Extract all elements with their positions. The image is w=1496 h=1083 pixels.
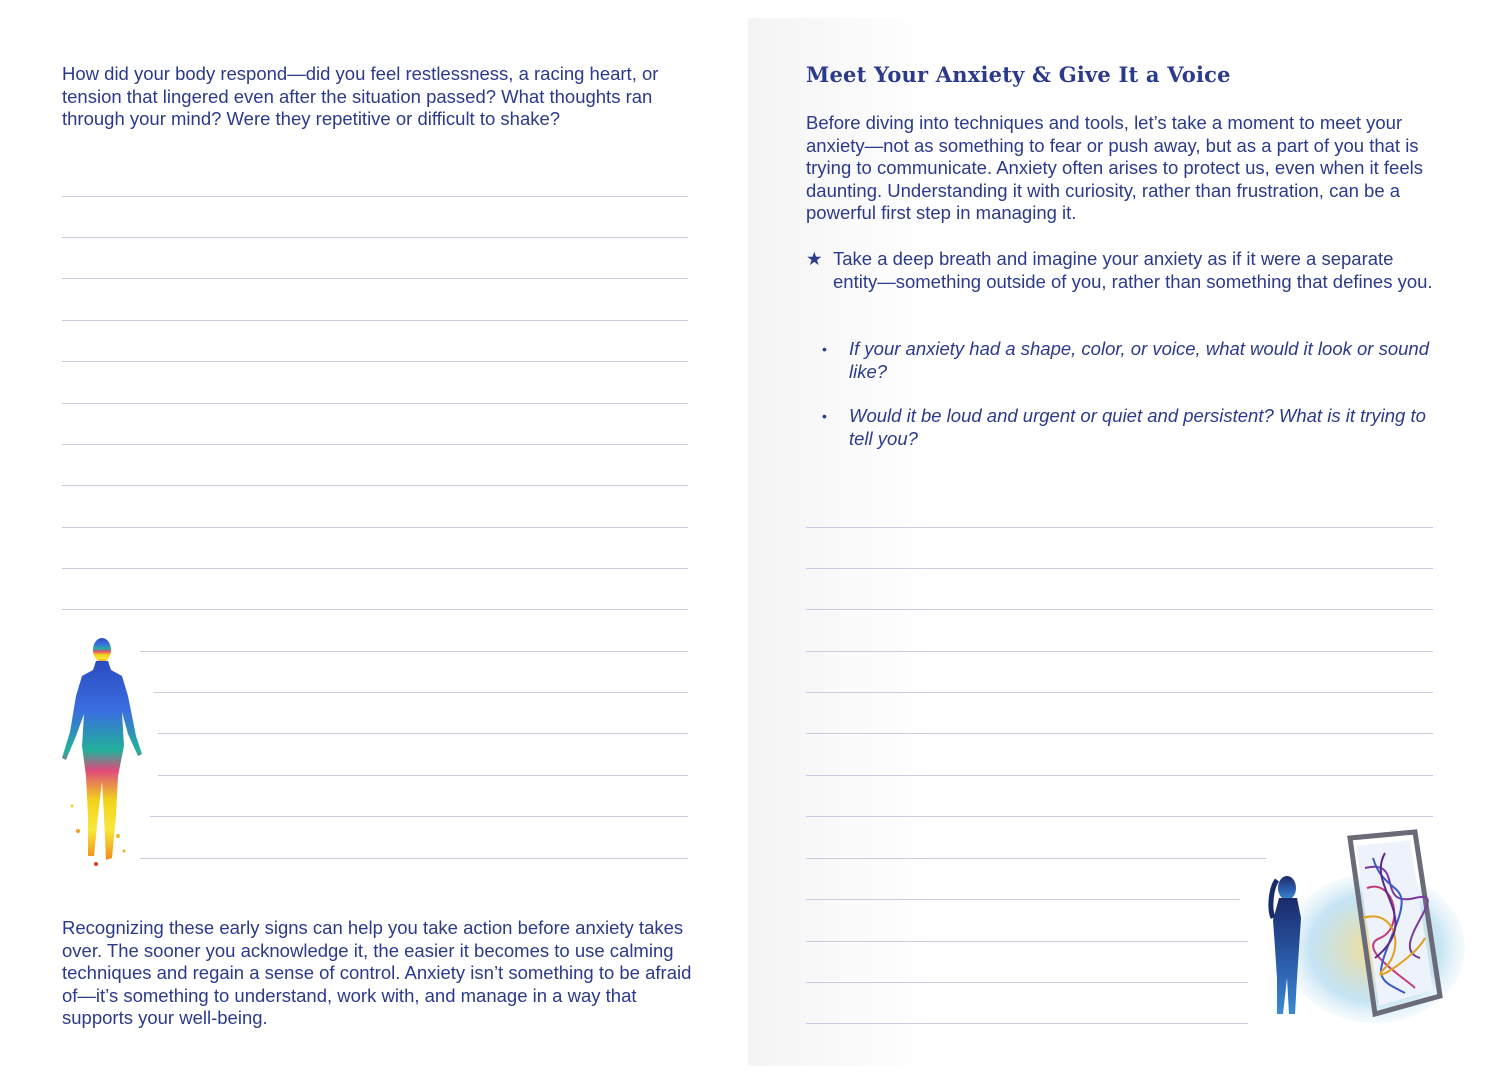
writing-line bbox=[806, 858, 1266, 859]
writing-line bbox=[62, 444, 688, 445]
right-intro-paragraph: Before diving into techniques and tools, let’s take a moment to meet your anxiety—not as something to fear or push away, but as a part of you that is trying to communicate. Anxiety often arises to protect us, even when it feels daunting. Understanding it with curiosity, rather than frustration, can be a powerful first step in managing it. bbox=[806, 112, 1423, 223]
writing-line bbox=[62, 278, 688, 279]
writing-line bbox=[806, 609, 1433, 610]
writing-line bbox=[806, 527, 1433, 528]
sub-bullet-text: Would it be loud and urgent or quiet and persistent? What is it trying to tell you? bbox=[849, 405, 1426, 449]
writing-line bbox=[62, 403, 688, 404]
writing-line bbox=[806, 982, 1248, 983]
writing-line bbox=[62, 320, 688, 321]
writing-line bbox=[62, 361, 688, 362]
writing-line bbox=[806, 941, 1248, 942]
writing-line bbox=[154, 692, 688, 693]
mirror-reflection-illustration bbox=[1255, 828, 1465, 1024]
page-title: Meet Your Anxiety & Give It a Voice bbox=[806, 62, 1231, 87]
writing-line bbox=[806, 899, 1240, 900]
writing-line bbox=[806, 568, 1433, 569]
star-bullet-text: Take a deep breath and imagine your anxiety as if it were a separate entity—something outside of you, rather than something that defines you. bbox=[833, 248, 1433, 292]
sub-bullet-text: If your anxiety had a shape, color, or voice, what would it look or sound like? bbox=[849, 338, 1429, 382]
writing-line bbox=[806, 651, 1433, 652]
left-closing-paragraph: Recognizing these early signs can help you take action before anxiety takes over. The sooner you acknowledge it, the easier it becomes to use calming techniques and regain a sense of control. Anxiety isn’t something to be afraid of—it’s something to understand, work with, and manage in a way that supports your well-being. bbox=[62, 917, 692, 1028]
writing-line bbox=[62, 527, 688, 528]
writing-line bbox=[140, 858, 688, 859]
writing-line bbox=[140, 651, 688, 652]
dot-icon: • bbox=[822, 408, 827, 424]
star-bullet bbox=[806, 248, 1434, 293]
sub-bullet-1 bbox=[822, 338, 1434, 383]
writing-line bbox=[150, 816, 688, 817]
writing-line bbox=[806, 692, 1433, 693]
writing-line bbox=[62, 609, 688, 610]
writing-line bbox=[62, 237, 688, 238]
writing-line bbox=[62, 485, 688, 486]
sub-bullet-2 bbox=[822, 405, 1434, 450]
writing-line bbox=[158, 775, 688, 776]
left-intro-paragraph: How did your body respond—did you feel restlessness, a racing heart, or tension that lingered even after the situation passed? What thoughts ran through your mind? Were they repetitive or difficult to shake? bbox=[62, 63, 659, 129]
star-icon: ★ bbox=[806, 248, 823, 269]
writing-line bbox=[806, 816, 1433, 817]
writing-line bbox=[806, 733, 1433, 734]
writing-line bbox=[806, 775, 1433, 776]
writing-line bbox=[62, 196, 688, 197]
writing-line bbox=[158, 733, 688, 734]
rainbow-silhouette-illustration bbox=[58, 636, 150, 872]
writing-line bbox=[806, 1023, 1248, 1024]
dot-icon: • bbox=[822, 341, 827, 357]
writing-line bbox=[62, 568, 688, 569]
